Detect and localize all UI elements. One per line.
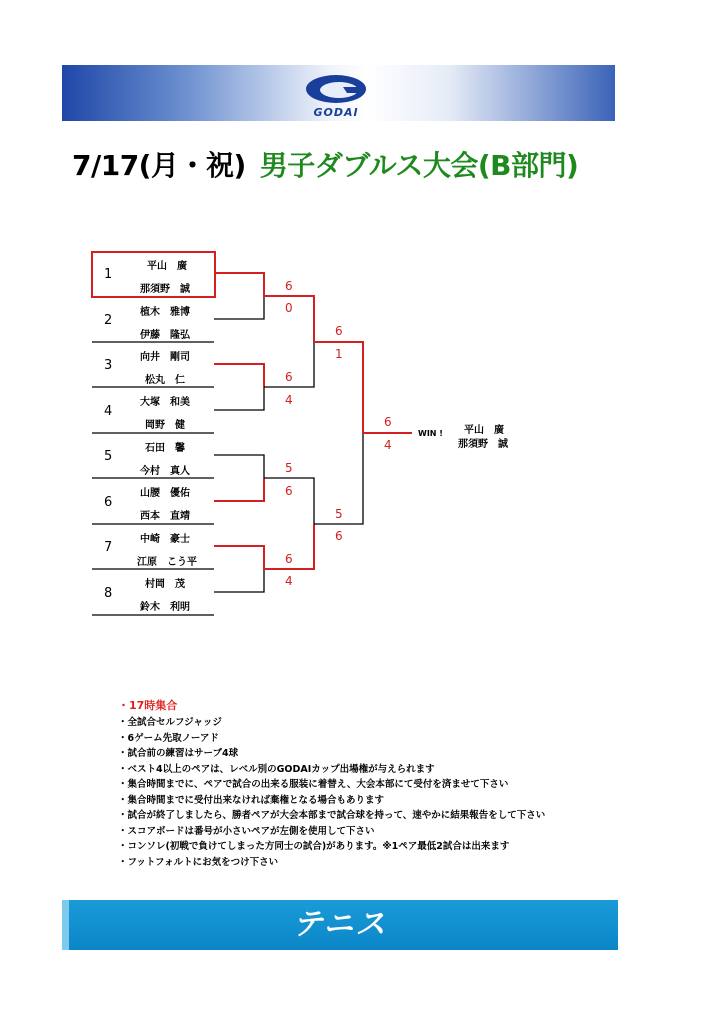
player-name: 伊藤 隆弘 [140, 330, 190, 341]
match-score: 4 [285, 574, 293, 588]
player-name: 石田 馨 [145, 443, 185, 454]
match-score: 6 [335, 529, 343, 543]
note-item: ・集合時間までに、ペアで試合の出来る服装に着替え、大会本部にて受付を済ませて下さい [118, 779, 509, 790]
match-score: 5 [335, 507, 343, 521]
player-name: 鈴木 利明 [140, 602, 190, 613]
seed-number: 2 [104, 313, 113, 328]
seed-number: 1 [104, 267, 113, 282]
match-score: 6 [335, 324, 343, 338]
player-name: 向井 剛司 [140, 352, 190, 363]
player-name: 中崎 豪士 [140, 534, 190, 545]
player-name: 大塚 和美 [140, 397, 190, 408]
match-score: 1 [335, 347, 343, 361]
player-name: 今村 真人 [140, 466, 190, 477]
note-item: ・試合前の練習はサーブ4球 [118, 748, 239, 759]
seed-number: 3 [104, 358, 113, 373]
player-name: 那須野 誠 [140, 284, 190, 295]
notes-section [118, 697, 545, 870]
player-name: 村岡 茂 [145, 579, 185, 590]
player-name: 松丸 仁 [145, 375, 185, 386]
player-name: 山腰 優佑 [140, 488, 190, 499]
champion-name: 平山 廣 [464, 425, 504, 436]
match-score: 5 [285, 461, 293, 475]
match-score: 6 [285, 552, 293, 566]
note-item: ・全試合セルフジャッジ [118, 717, 222, 728]
logo-text: GODAI [313, 106, 359, 119]
champion-name: 那須野 誠 [458, 439, 508, 450]
player-name: 岡野 健 [145, 420, 185, 431]
match-score: 4 [384, 438, 392, 452]
note-item: ・フットフォルトにお気をつけ下さい [118, 856, 279, 868]
seed-number: 5 [104, 449, 113, 464]
note-item: ・ベスト4以上のペアは、レベル別のGODAIカップ出場権が与えられます [118, 763, 435, 775]
note-item: ・スコアボードは番号が小さいペアが左側を使用して下さい [118, 825, 375, 837]
player-name: 江原 こう平 [137, 557, 197, 568]
footer-text: テニス [292, 907, 388, 942]
notes-list [118, 715, 545, 870]
player-name: 植木 雅博 [140, 307, 190, 318]
title-date: 7/17(月・祝) [72, 149, 246, 182]
notes-heading: ・17時集合 [118, 699, 178, 712]
footer-banner [62, 900, 618, 950]
seed-number: 7 [104, 540, 113, 555]
match-score: 0 [285, 301, 293, 315]
note-item: ・6ゲーム先取ノーアド [118, 732, 219, 744]
match-score: 6 [384, 415, 392, 429]
win-label: WIN ! [418, 429, 443, 438]
player-name: 西本 直靖 [140, 511, 190, 522]
title-event: 男子ダブルス大会(B部門) [259, 149, 579, 182]
match-score: 4 [285, 393, 293, 407]
player-name: 平山 廣 [147, 261, 187, 272]
note-item: ・試合が終了しましたら、勝者ペアが大会本部まで試合球を持って、速やかに結果報告をして下さい [118, 810, 546, 821]
seed-number: 4 [104, 404, 113, 419]
match-score: 6 [285, 370, 293, 384]
match-score: 6 [285, 279, 293, 293]
seed-number: 8 [104, 586, 113, 601]
note-item: ・集合時間までに受付出来なければ棄権となる場合もあります [118, 794, 385, 806]
note-item: ・コンソレ(初戦で負けてしまった方同士の試合)があります。※1ペア最低2試合は出来ます [118, 841, 510, 852]
match-score: 6 [285, 484, 293, 498]
seed-number: 6 [104, 495, 113, 510]
